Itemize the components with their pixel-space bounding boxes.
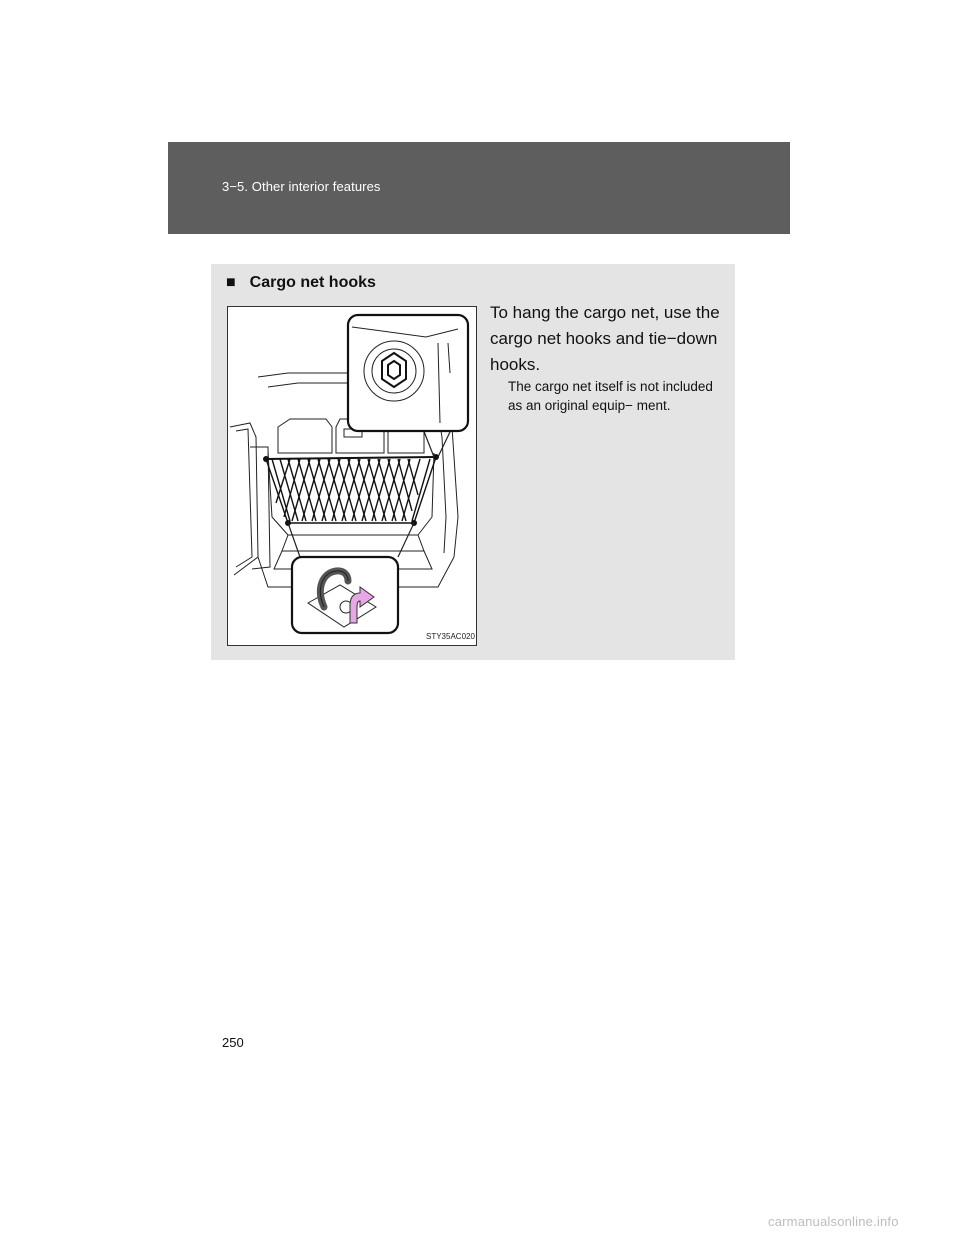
watermark-link[interactable]: carmanualsonline.info	[768, 1214, 899, 1229]
figure-code: STY35AC020	[426, 632, 475, 641]
cargo-net-figure	[227, 306, 477, 646]
cargo-net-hook-detail	[346, 313, 472, 435]
instruction-text: To hang the cargo net, use the cargo net hooks and tie−down hooks.	[490, 303, 720, 374]
raise-arrow-icon	[340, 585, 380, 625]
section-heading-text: Cargo net hooks	[249, 274, 376, 291]
square-bullet-icon: ■	[226, 274, 236, 291]
chapter-section-title: 3−5. Other interior features	[222, 179, 381, 194]
page-number: 250	[222, 1035, 244, 1050]
section-heading	[226, 274, 376, 292]
note-text: The cargo net itself is not included as an original equip− ment.	[508, 379, 713, 413]
